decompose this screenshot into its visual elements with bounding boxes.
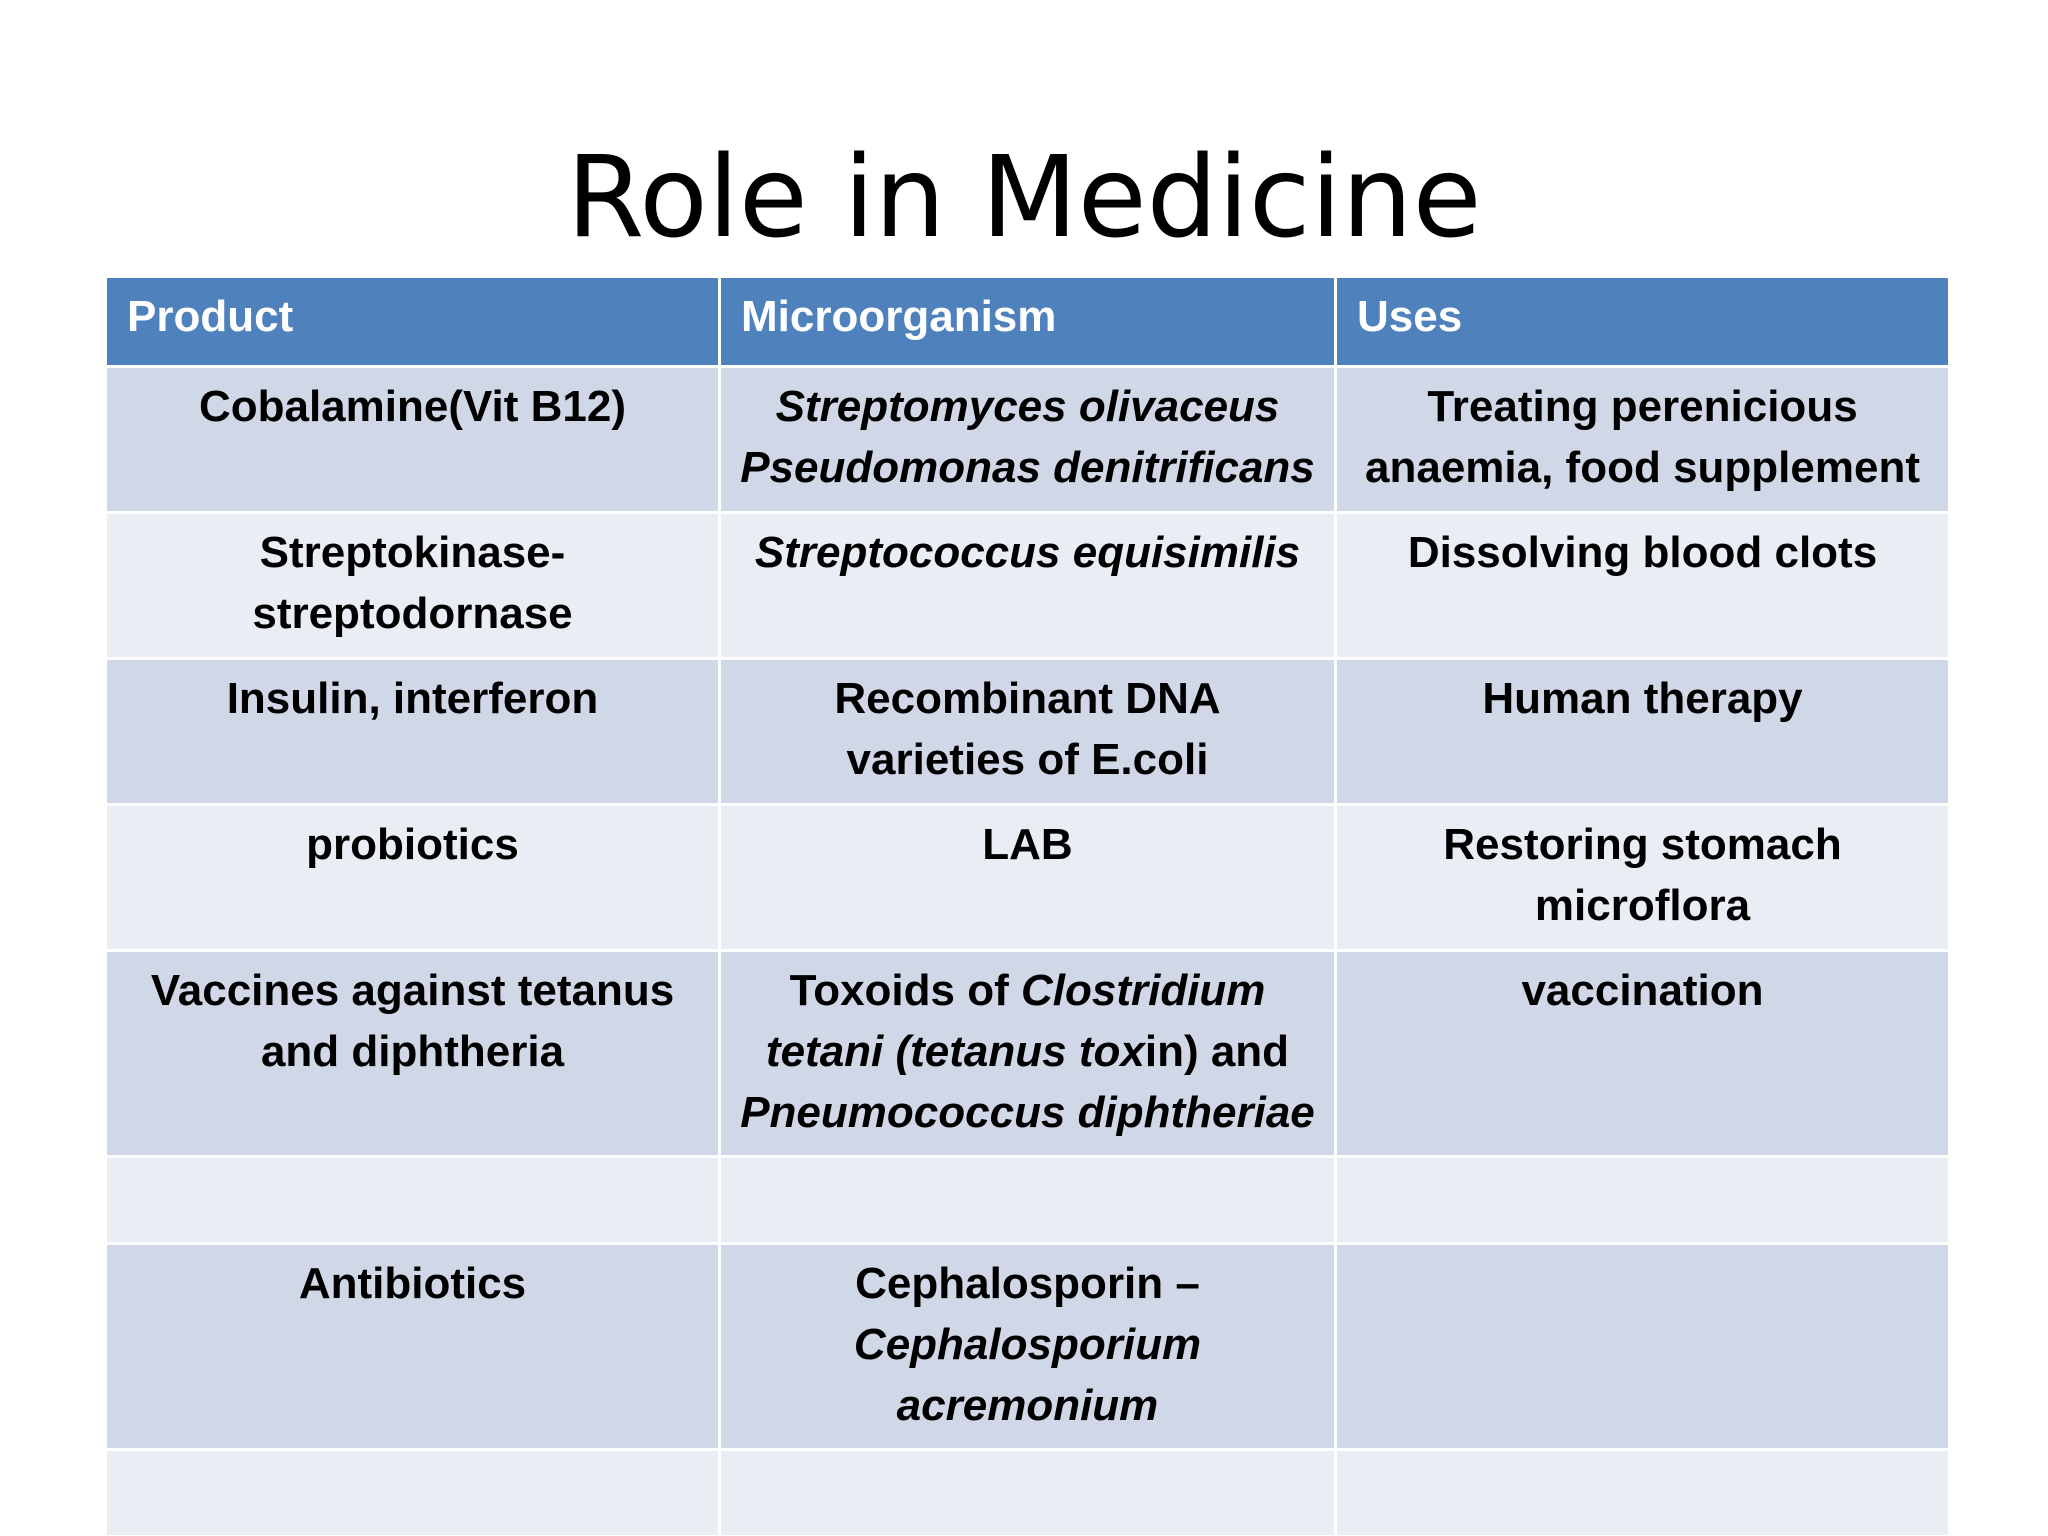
cell-text: vaccination [1521,966,1764,1015]
slide-title: Role in Medicine [566,133,1482,263]
cell-line [735,1021,1320,1082]
cell-microorganism [720,659,1336,805]
cell-text: probiotics [306,820,519,869]
cell-uses [1336,367,1950,513]
cell-product [106,1450,720,1536]
cell-text: Antibiotics [298,1259,527,1308]
header-microorganism: Microorganism [720,277,1336,367]
cell-text: Cobalamine(Vit B12) [198,382,627,431]
cell-microorganism [720,513,1336,659]
cell-product [106,1244,720,1450]
cell-line [735,960,1320,1021]
header-product: Product [106,277,720,367]
cell-text-italic: Clostridium [1020,966,1266,1015]
cell-text: LAB [982,820,1073,869]
cell-uses [1336,1244,1950,1450]
table-row [106,1157,1950,1244]
table-row [106,1244,1950,1450]
cell-uses [1336,1450,1950,1536]
cell-text: Treating perenicious [1427,382,1858,431]
cell-microorganism [720,1450,1336,1536]
cell-text: Vaccines against tetanus [150,966,675,1015]
cell-text: Toxoids of [789,966,1021,1015]
cell-uses [1336,513,1950,659]
table-row [106,805,1950,951]
medicine-table [104,275,1951,1536]
cell-text: Streptococcus equisimilis [754,528,1301,577]
cell-microorganism [720,951,1336,1157]
cell-uses [1336,805,1950,951]
cell-microorganism [720,1157,1336,1244]
cell-text: Streptomyces olivaceus [775,382,1280,431]
cell-text: Restoring stomach [1443,820,1842,869]
cell-text-italic: Cephalosporium [853,1320,1202,1369]
cell-product [106,1157,720,1244]
cell-uses [1336,1157,1950,1244]
cell-text: microflora [1534,881,1751,930]
cell-uses [1336,659,1950,805]
cell-text-italic: Pneumococcus diphtheriae [740,1088,1315,1137]
cell-product [106,659,720,805]
cell-text: Pseudomonas denitrificans [740,443,1315,492]
table-header-row [106,277,1950,367]
cell-text: Streptokinase- [259,528,566,577]
cell-product [106,513,720,659]
cell-text-italic: tox [1066,1027,1145,1076]
cell-product [106,367,720,513]
cell-text: Human therapy [1482,674,1803,723]
cell-text: Cephalosporin – [855,1259,1200,1308]
cell-product [106,805,720,951]
cell-text: Insulin, interferon [226,674,599,723]
cell-text-italic: tetani (tetanus [765,1027,1067,1076]
cell-text: and diphtheria [260,1027,565,1076]
cell-text: streptodornase [252,589,573,638]
cell-text: Recombinant DNA [834,674,1221,723]
table-row [106,513,1950,659]
cell-product [106,951,720,1157]
cell-text: anaemia, food supplement [1365,443,1920,492]
header-uses: Uses [1336,277,1950,367]
cell-text: varieties of E.coli [846,735,1209,784]
table-row [106,951,1950,1157]
cell-text-italic: acremonium [896,1381,1159,1430]
table-row [106,659,1950,805]
cell-text: Dissolving blood clots [1407,528,1878,577]
cell-uses [1336,951,1950,1157]
table-row [106,1450,1950,1536]
cell-microorganism [720,1244,1336,1450]
cell-microorganism [720,367,1336,513]
cell-text: in) and [1144,1027,1290,1076]
cell-microorganism [720,805,1336,951]
table-row [106,367,1950,513]
